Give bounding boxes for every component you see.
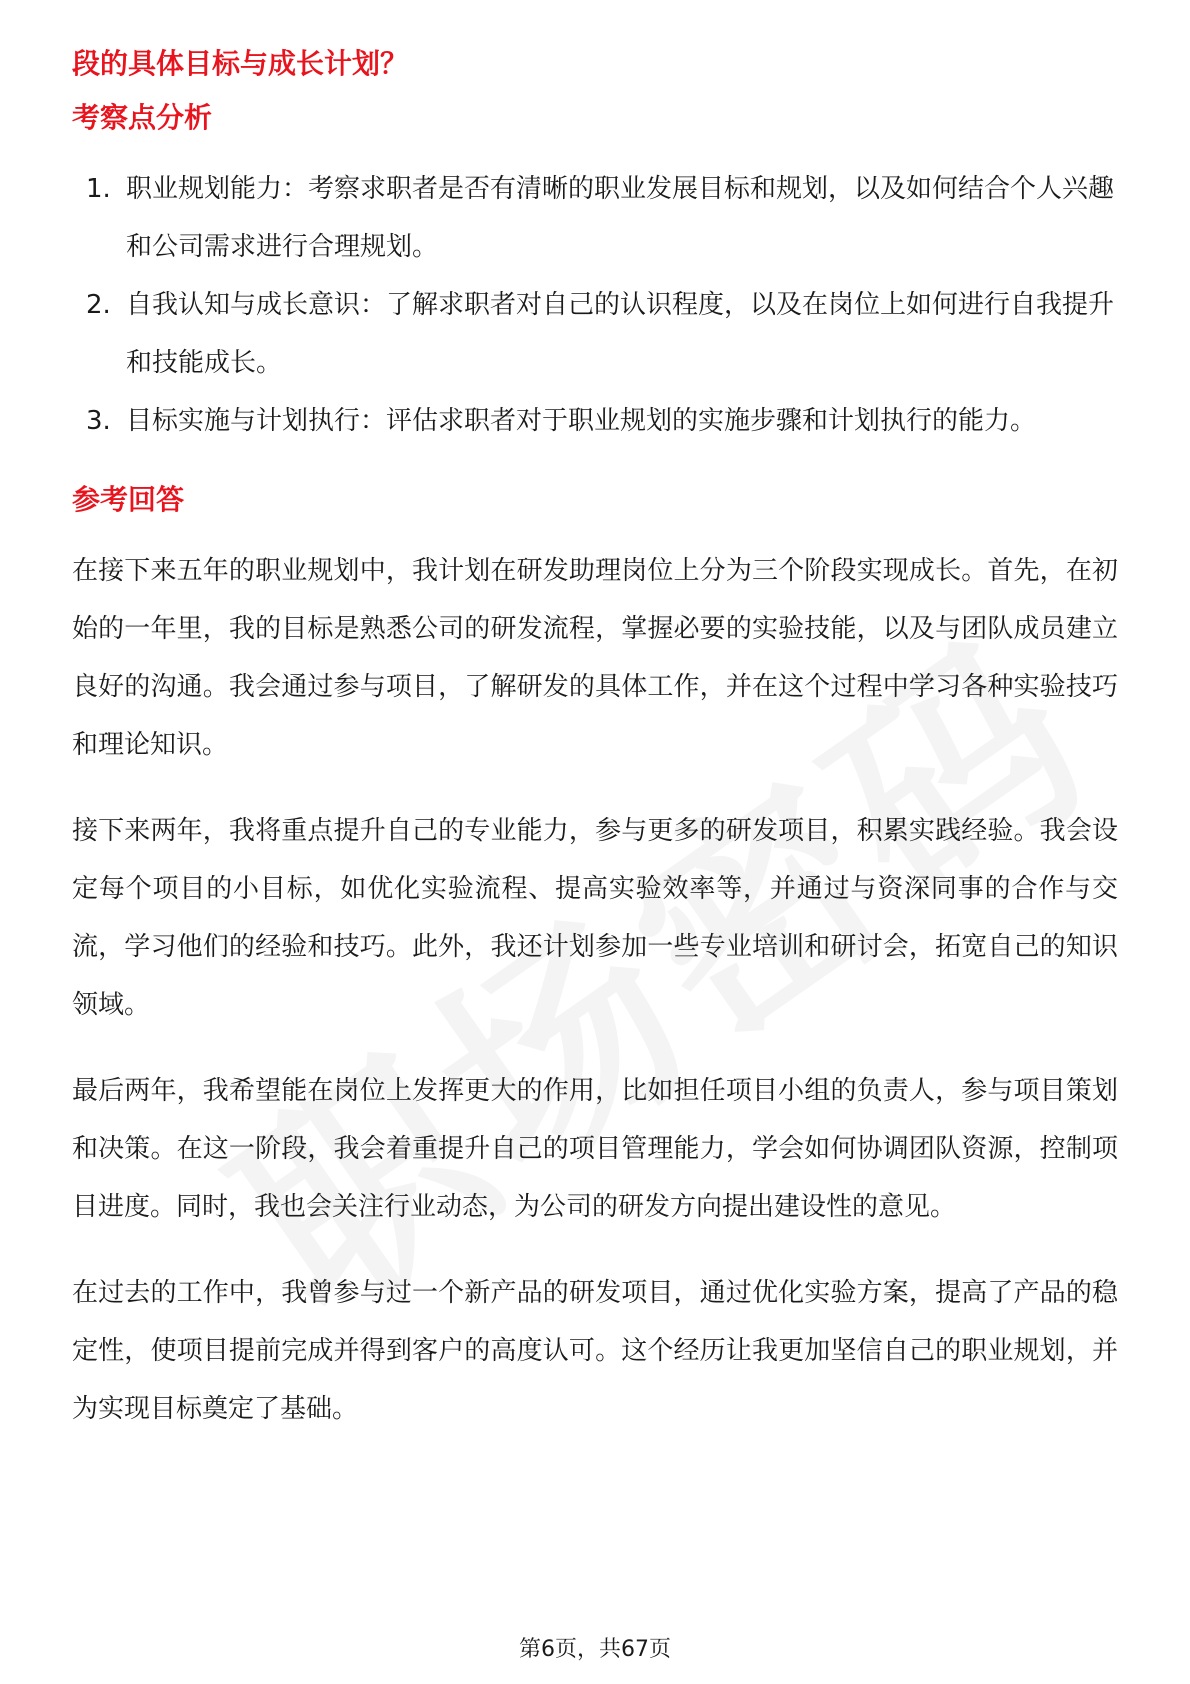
list-item-number: 1.: [86, 174, 111, 204]
answer-paragraph: 在过去的工作中，我曾参与过一个新产品的研发项目，通过优化实验方案，提高了产品的稳定性，使项目提前完成并得到客户的高度认可。这个经历让我更加坚信自己的职业规划，并为实现目标奠定了基础。: [72, 1278, 1118, 1424]
list-item-number: 2.: [86, 290, 111, 320]
list-item-number: 3.: [86, 406, 111, 436]
analysis-heading: 考察点分析: [72, 101, 213, 134]
page-footer: 第6页，共67页: [519, 1637, 671, 1662]
list-item: [72, 276, 1118, 392]
page-content: [72, 44, 1118, 1466]
list-item-text: 职业规划能力：考察求职者是否有清晰的职业发展目标和规划，以及如何结合个人兴趣和公司需求进行合理规划。: [126, 174, 1115, 262]
answer-paragraph: 在接下来五年的职业规划中，我计划在研发助理岗位上分为三个阶段实现成长。首先，在初始的一年里，我的目标是熟悉公司的研发流程，掌握必要的实验技能，以及与团队成员建立良好的沟通。我会通过参与项目，了解研发的具体工作，并在这个过程中学习各种实验技巧和理论知识。: [72, 556, 1118, 760]
list-item-text: 目标实施与计划执行：评估求职者对于职业规划的实施步骤和计划执行的能力。: [126, 406, 1037, 436]
answer-heading: 参考回答: [72, 483, 185, 516]
list-item: [72, 392, 1118, 450]
question-title: 段的具体目标与成长计划？: [72, 47, 409, 80]
analysis-points-list: [72, 160, 1118, 450]
list-item: [72, 160, 1118, 276]
answer-paragraph: 最后两年，我希望能在岗位上发挥更大的作用，比如担任项目小组的负责人，参与项目策划和决策。在这一阶段，我会着重提升自己的项目管理能力，学会如何协调团队资源，控制项目进度。同时，我也会关注行业动态，为公司的研发方向提出建设性的意见。: [72, 1076, 1118, 1222]
answer-paragraph: 接下来两年，我将重点提升自己的专业能力，参与更多的研发项目，积累实践经验。我会设定每个项目的小目标，如优化实验流程、提高实验效率等，并通过与资深同事的合作与交流，学习他们的经验和技巧。此外，我还计划参加一些专业培训和研讨会，拓宽自己的知识领域。: [72, 816, 1118, 1020]
list-item-text: 自我认知与成长意识：了解求职者对自己的认识程度，以及在岗位上如何进行自我提升和技能成长。: [126, 290, 1115, 378]
